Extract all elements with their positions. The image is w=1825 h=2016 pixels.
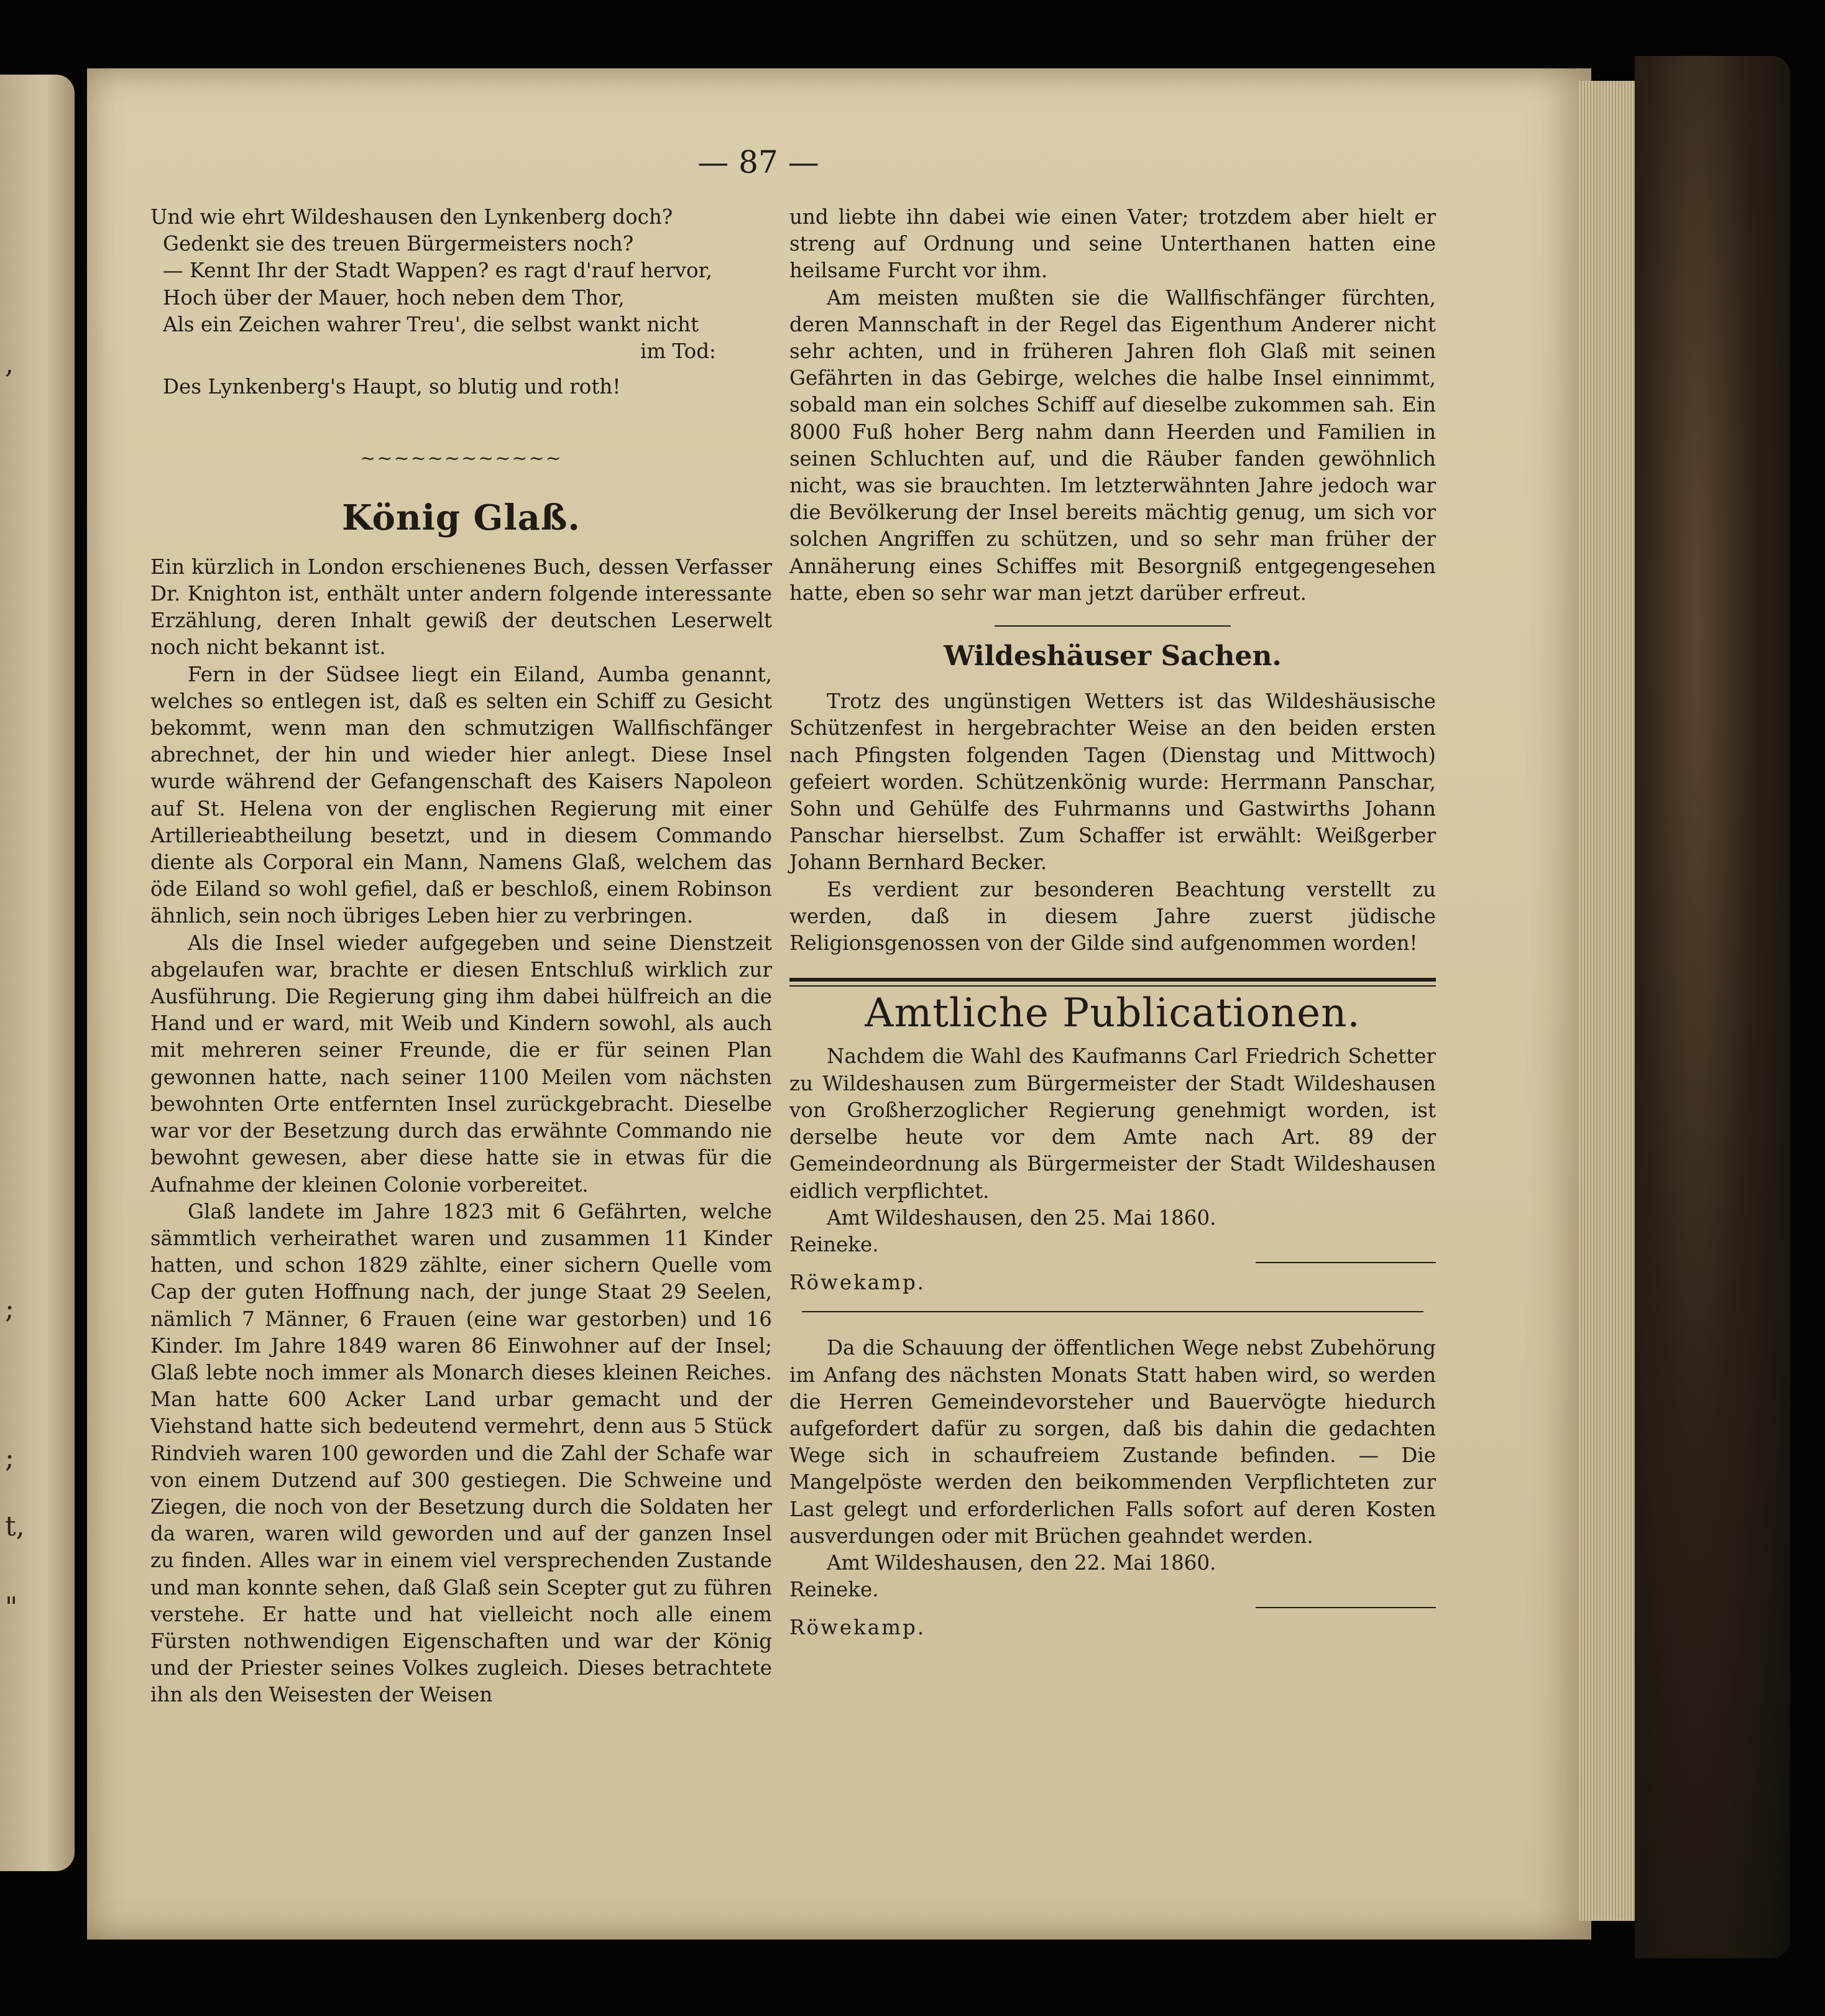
right-column bbox=[789, 204, 1436, 1642]
poem-line: Als ein Zeichen wahrer Treu', die selbst wankt nicht bbox=[163, 312, 699, 336]
article-paragraph: Ein kürzlich in London erschienenes Buch, dessen Verfasser Dr. Knighton ist, enthält unter andern folgende interessante Erzählung, deren Inhalt gewiß der deutschen Leserwelt noch nicht bekannt ist. bbox=[150, 555, 772, 660]
page-number: — 87 — bbox=[697, 144, 819, 180]
section-title: Amtliche Publicationen. bbox=[865, 990, 1361, 1037]
article-paragraph: Fern in der Südsee liegt ein Eiland, Aumba genannt, welches so entlegen ist, daß es selten ein Schiff zu Gesicht bekommt, wenn man den schmutzigen Wallfischfänger abrechnet, der hin und wieder hier anlegt. Diese Insel wurde während der Gefangenschaft des Kaisers Napoleon auf St. Helena von der englischen Regierung mit einer Artillerieabtheilung besetzt, und in diesem Commando diente als Corporal ein Mann, Namens Glaß, welchem das öde Eiland so wohl gefiel, daß er beschloß, einem Robinson ähnlich, sein noch übriges Leben hier zu verbringen. bbox=[150, 662, 772, 928]
article-paragraph: Als die Insel wieder aufgegeben und seine Dienstzeit abgelaufen war, brachte er diesen Entschluß wirklich zur Ausführung. Die Regierung ging ihm dabei hülfreich an die Hand und er ward, mit Weib und Kindern sowohl, als auch mit mehreren seiner Freunde, die er für seinen Plan gewonnen hatte, nach seiner 1100 Meilen vom nächsten bewohnten Orte entfernten Insel zurückgebracht. Dieselbe war vor der Besetzung durch das erwähnte Commando nie bewohnt gewesen, aber diese hatte sie in etwas für die Aufnahme der kleinen Colonie vorbereitet. bbox=[150, 931, 772, 1197]
poem bbox=[150, 204, 772, 400]
notice-text: Nachdem die Wahl des Kaufmanns Carl Friedrich Schetter zu Wildeshausen zum Bürgermeister der Stadt Wildeshausen von Großherzoglicher Regierung genehmigt worden, ist derselbe heute vor dem Amte nach Art. 89 der Gemeindeordnung als Bürgermeister der Stadt Wildeshausen eidlich verpflichtet. bbox=[789, 1044, 1436, 1203]
notice-divider bbox=[802, 1311, 1423, 1312]
notice-signature: Reineke. bbox=[789, 1578, 879, 1602]
article-paragraph: und liebte ihn dabei wie einen Vater; trotzdem aber hielt er streng auf Ordnung und seine Unterthanen hatten eine heilsame Furcht vor ihm. bbox=[789, 205, 1436, 283]
signature-rule bbox=[1256, 1262, 1436, 1263]
notice-place-date: Amt Wildeshausen, den 22. Mai 1860. bbox=[827, 1550, 1216, 1575]
left-edge-mark: ; bbox=[5, 1293, 14, 1325]
article-paragraph: Am meisten mußten sie die Wallfischfänger fürchten, deren Mannschaft in der Regel das Eigenthum Anderer nicht sehr achten, und in früheren Jahren floh Glaß mit seinen Gefährten in das Gebirge, welches die halbe Insel einnimmt, sobald man ein solches Schiff auf dieselbe zukommen sah. Ein 8000 Fuß hoher Berg nahm dann Heerden und Familien in seinen Schluchten auf, und die Räuber fanden gewöhnlich nicht, was sie brauchten. Im letzterwähnten Jahre jedoch war die Bevölkerung der Insel bereits mächtig genug, um sich vor solchen Angriffen zu schützen, und so sehr man früher der Annäherung eines Schiffes mit Besorgniß entgegengesehen hatte, eben so sehr war man jetzt darüber erfreut. bbox=[789, 285, 1436, 605]
article-paragraph: Es verdient zur besonderen Beachtung verstellt zu werden, daß in diesem Jahre zuerst jüdische Religionsgenossen von der Gilde sind aufgenommen worden! bbox=[789, 877, 1436, 955]
poem-line: Und wie ehrt Wildeshausen den Lynkenberg doch? bbox=[150, 205, 673, 229]
poem-line: — Kennt Ihr der Stadt Wappen? es ragt d'rauf hervor, bbox=[163, 259, 712, 283]
left-facing-page bbox=[0, 75, 75, 1871]
section-divider bbox=[995, 625, 1231, 627]
poem-line: Hoch über der Mauer, hoch neben dem Thor, bbox=[163, 285, 625, 310]
notice-signature: Reineke. bbox=[789, 1232, 879, 1256]
notice-signature: Röwekamp. bbox=[789, 1616, 926, 1640]
left-edge-mark: , bbox=[5, 348, 14, 380]
poem-line: Des Lynkenberg's Haupt, so blutig und roth! bbox=[163, 375, 621, 399]
signature-rule bbox=[1256, 1607, 1436, 1608]
article-title: König Glaß. bbox=[342, 497, 581, 538]
poem-line: im Tod: bbox=[640, 339, 716, 364]
section-title: Wildeshäuser Sachen. bbox=[944, 640, 1282, 673]
page-edges bbox=[1579, 81, 1641, 1921]
notice-place-date: Amt Wildeshausen, den 25. Mai 1860. bbox=[827, 1205, 1216, 1230]
article-paragraph: Glaß landete im Jahre 1823 mit 6 Gefährten, welche sämmtlich verheirathet waren und zusammen 11 Kinder hatten, und schon 1829 zählte, einer sichern Quelle vom Cap der guten Hoffnung nach, der junge Staat 29 Seelen, nämlich 7 Männer, 6 Frauen (eine war gestorben) und 16 Kinder. Im Jahre 1849 waren 86 Einwohner auf der Insel; Glaß lebte noch immer als Monarch dieses kleinen Reiches. Man hatte 600 Acker Land urbar gemacht und der Viehstand hatte sich bedeutend vermehrt, denn aus 5 Stück Rindvieh waren 100 geworden und die Zahl der Schafe war von einem Dutzend auf 300 gestiegen. Die Schweine und Ziegen, die noch von der Besetzung durch die Soldaten her da waren, waren wild geworden und auf der ganzen Insel zu finden. Alles war in einem viel versprechenden Zustande und man konnte sehen, daß Glaß sein Scepter gut zu führen verstehe. Er hatte und hat vielleicht noch alle einem Fürsten nothwendigen Eigenschaften und war der König und der Priester seines Volkes zugleich. Dieses betrachtete ihn als den Weisesten der Weisen bbox=[150, 1199, 772, 1707]
ornament-divider: ~~~~~~~~~~~~ bbox=[360, 448, 563, 470]
left-edge-mark: t, bbox=[5, 1511, 25, 1542]
article-paragraph: Trotz des ungünstigen Wetters ist das Wildeshäusische Schützenfest in hergebrachter Weise an den beiden ersten nach Pfingsten folgenden Tagen (Dienstag und Mittwoch) gefeiert worden. Schützenkönig wurde: Herrmann Panschar, Sohn und Gehülfe des Fuhrmanns und Gastwirths Johann Panschar hierselbst. Zum Schaffer ist erwählt: Weißgerber Johann Bernhard Becker. bbox=[789, 689, 1436, 875]
notice-text: Da die Schauung der öffentlichen Wege nebst Zubehörung im Anfang des nächsten Monats Statt haben wird, so werden die Herren Gemeindevorsteher und Bauervögte hiedurch aufgefordert dafür zu sorgen, daß bis dahin die gedachten Wege sich in schaufreiem Zustande befinden. — Die Mangelpöste werden den beikommenden Verpflichteten zur Last gelegt und erforderlichen Falls sofort auf deren Kosten ausverdungen oder mit Brüchen geahndet werden. bbox=[789, 1336, 1436, 1548]
double-rule-divider bbox=[789, 978, 1436, 987]
book-binding bbox=[1635, 56, 1790, 1958]
poem-line: Gedenkt sie des treuen Bürgermeisters noch? bbox=[163, 232, 634, 256]
left-edge-mark: ; bbox=[5, 1442, 14, 1474]
left-edge-mark: " bbox=[5, 1591, 18, 1623]
left-column bbox=[150, 204, 772, 1709]
notice-signature: Röwekamp. bbox=[789, 1271, 926, 1295]
